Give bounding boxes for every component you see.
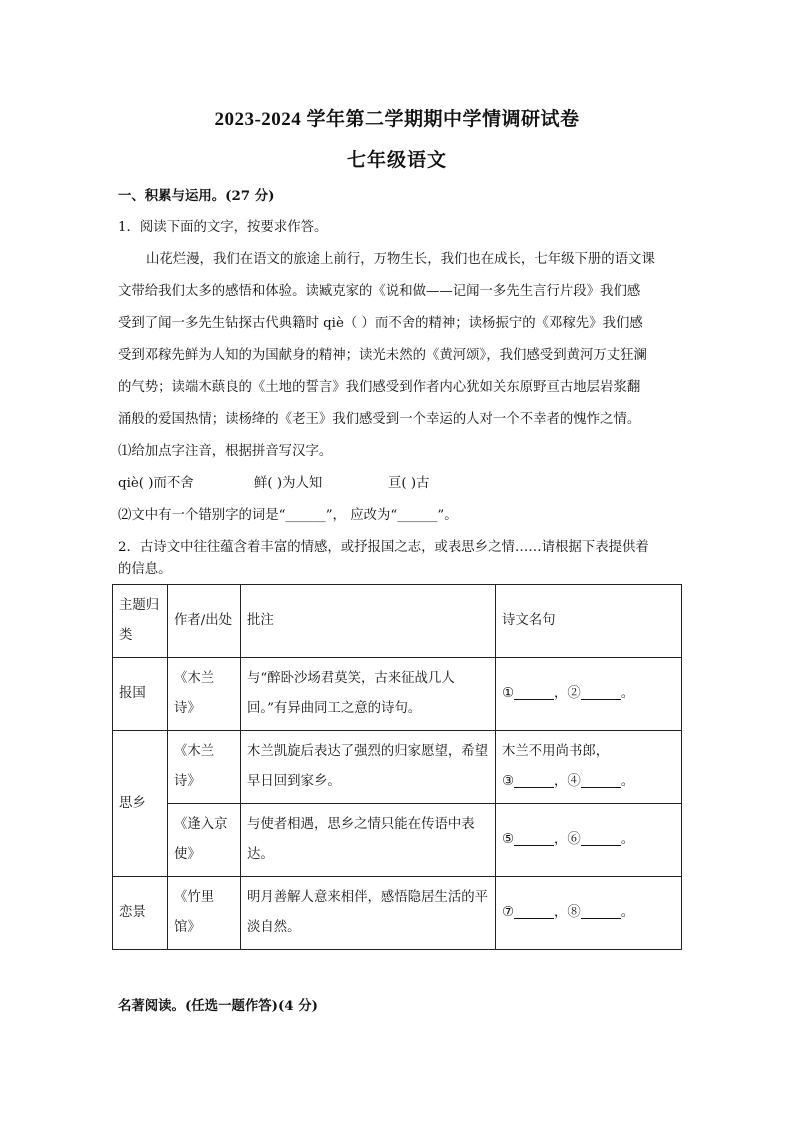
quote-cell [496,731,682,804]
q2-prompt-cont: 的信息。 [118,562,172,577]
exam-title: 2023-2024 学年第二学期期中学情调研试卷 [214,109,580,130]
note-cell: 明月善解人意来相伴，感悟隐居生活的平淡自然。 [241,877,496,950]
q1-para-line: 涌般的爱国热情；读杨绛的《老王》我们感受到一个幸运的人对一个不幸者的愧怍之情。 [118,412,641,427]
blank-number: ⑤ [502,832,515,847]
header-note: 批注 [241,585,496,658]
blank-number: ⑧ [567,905,581,920]
answer-blank[interactable] [581,771,621,788]
q1-sub1: ⑴给加点字注音，根据拼音写汉字。 [118,444,333,459]
note-cell: 与使者相遇，思乡之情只能在传语中表达。 [241,804,496,877]
note-cell: 木兰凯旋后表达了强烈的归家愿望，希望早日回到家乡。 [241,731,496,804]
comma: ， [554,905,568,920]
source-cell: 《木兰诗》 [168,658,241,731]
period: 。 [620,774,635,789]
table-row [113,731,682,804]
section2-heading: 名著阅读。(任选一题作答)(4 分) [118,998,319,1014]
q1-para-line: 山花烂漫，我们在语文的旅途上前行，万物生长，我们也在成长，七年级下册的语文课 [146,252,655,267]
table-row [113,877,682,950]
source-cell: 《逢入京使》 [168,804,241,877]
blank-number: ① [502,686,515,701]
answer-blank[interactable] [514,683,554,700]
q1-para-line: 受到邓稼先鲜为人知的为国献身的精神；读光未然的《黄河颂》，我们感受到黄河万丈狂澜 [118,348,647,363]
blank-number: ③ [502,774,515,789]
blank-number: ⑦ [502,905,515,920]
comma: ， [554,686,568,701]
period: 。 [620,905,635,920]
table-row [113,658,682,731]
header-theme: 主题归类 [113,585,168,658]
answer-blank[interactable] [581,902,621,919]
quote-prefix: 木兰不用尚书郎， [502,744,610,759]
q2-prompt: 2．古诗文中往往蕴含着丰富的情感，或抒报国之志，或表思乡之情……请根据下表提供着 [118,540,649,555]
q1-prompt: 1．阅读下面的文字，按要求作答。 [118,220,328,235]
section1-heading: 一、积累与运用。(27 分) [118,188,275,204]
comma: ， [554,832,568,847]
theme-cell: 恋景 [113,877,168,950]
quote-cell [496,658,682,731]
blank-number: ④ [567,774,581,789]
header-source: 作者/出处 [168,585,241,658]
table-header-row [113,585,682,658]
comma: ， [554,774,568,789]
answer-blank[interactable] [581,683,621,700]
source-cell: 《竹里馆》 [168,877,241,950]
theme-cell: 报国 [113,658,168,731]
note-cell: 与“醉卧沙场君莫笑，古来征战几人回。”有异曲同工之意的诗句。 [241,658,496,731]
poem-table [112,584,682,950]
blank-number: ⑥ [567,832,581,847]
theme-cell: 思乡 [113,731,168,877]
quote-cell [496,804,682,877]
q1-sub2: ⑵文中有一个错别字的词是“______”， 应改为“______”。 [118,508,458,523]
answer-blank[interactable] [514,829,554,846]
q1-para-line: 受到了闻一多先生钻探古代典籍时 qiè（ ）而不舍的精神；读杨振宁的《邓稼先》我们感 [118,316,643,331]
answer-blank[interactable] [514,771,554,788]
source-cell: 《木兰诗》 [168,731,241,804]
quote-cell [496,877,682,950]
answer-blank[interactable] [581,829,621,846]
blank-number: ② [567,686,581,701]
header-quote: 诗文名句 [496,585,682,658]
exam-subtitle: 七年级语文 [346,149,447,171]
q1-para-line: 的气势；读端木蕻良的《土地的誓言》我们感受到作者内心犹如关东原野亘古地层岩浆翻 [118,380,641,395]
pinyin-item-gen: 亘( )古 [388,476,430,491]
table-row [113,804,682,877]
pinyin-item-qie: qiè( )而不舍 [118,476,194,491]
pinyin-item-xian: 鲜( )为人知 [254,476,323,491]
period: 。 [620,832,635,847]
q1-para-line: 文带给我们太多的感悟和体验。读臧克家的《说和做——记闻一多先生言行片段》我们感 [118,284,641,299]
answer-blank[interactable] [514,902,554,919]
period: 。 [620,686,635,701]
